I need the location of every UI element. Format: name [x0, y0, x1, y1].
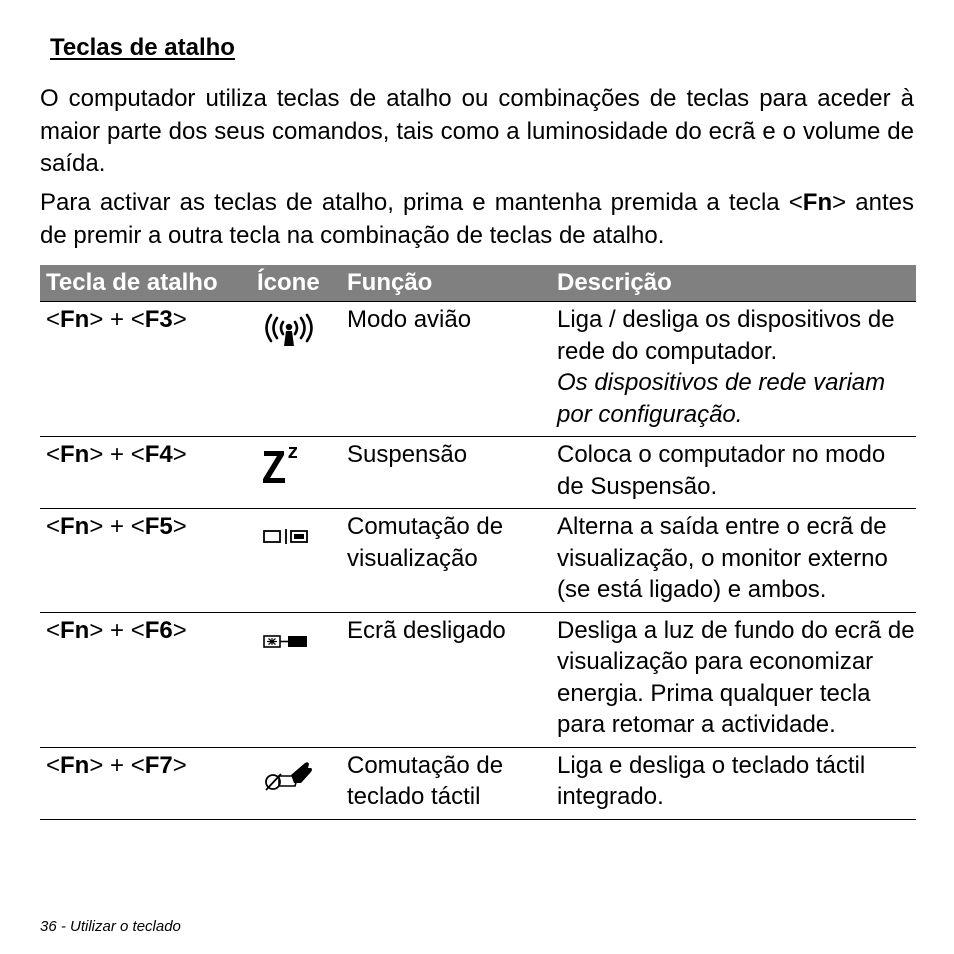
instruction-text-after: > antes de premir a outra tecla na combinação de teclas de atalho. — [40, 189, 914, 249]
icon-cell — [251, 612, 341, 747]
table-row — [40, 437, 916, 509]
description-cell: Liga e desliga o teclado táctil integrado. — [551, 747, 916, 819]
hotkey-cell: <Fn> + <F3> — [40, 302, 251, 437]
wireless-icon — [261, 310, 317, 350]
table-row — [40, 747, 916, 819]
description-cell: Liga / desliga os dispositivos de rede do computador. Os dispositivos de rede variam por configuração. — [551, 302, 916, 437]
icon-cell — [251, 509, 341, 613]
fn-key-label: Fn — [802, 189, 833, 216]
function-cell: Modo avião — [341, 302, 551, 437]
page-footer: 36 - Utilizar o teclado — [40, 918, 181, 935]
icon-cell — [251, 747, 341, 819]
icon-cell — [251, 302, 341, 437]
hotkey-cell: <Fn> + <F7> — [40, 747, 251, 819]
icon-cell — [251, 437, 341, 509]
description-cell: Alterna a saída entre o ecrã de visualização, o monitor externo (se está ligado) e ambos. — [551, 509, 916, 613]
function-cell: Comutação de visualização — [341, 509, 551, 613]
description-note: Os dispositivos de rede variam por configuração. — [557, 369, 886, 428]
hotkey-table — [40, 265, 916, 820]
hotkey-cell: <Fn> + <F5> — [40, 509, 251, 613]
table-row — [40, 302, 916, 437]
display-toggle-icon — [261, 517, 317, 557]
header-hotkey: Tecla de atalho — [40, 265, 251, 302]
sleep-icon — [261, 445, 317, 485]
description-cell: Desliga a luz de fundo do ecrã de visualização para economizar energia. Prima qualquer tecla para retomar a actividade. — [551, 612, 916, 747]
touchpad-toggle-icon — [261, 756, 317, 796]
function-cell: Comutação de teclado táctil — [341, 747, 551, 819]
display-off-icon — [261, 621, 317, 661]
hotkey-cell: <Fn> + <F6> — [40, 612, 251, 747]
intro-paragraph: O computador utiliza teclas de atalho ou combinações de teclas para aceder à maior parte dos seus comandos, tais como a luminosidade do ecrã e o volume de saída. — [40, 85, 914, 177]
hotkey-cell: <Fn> + <F4> — [40, 437, 251, 509]
header-icon: Ícone — [251, 265, 341, 302]
header-function: Função — [341, 265, 551, 302]
function-cell: Suspensão — [341, 437, 551, 509]
description-cell: Coloca o computador no modo de Suspensão. — [551, 437, 916, 509]
page-title: Teclas de atalho — [50, 34, 235, 61]
instruction-paragraph — [40, 187, 914, 252]
table-header-row — [40, 265, 916, 302]
table-row — [40, 612, 916, 747]
header-description: Descrição — [551, 265, 916, 302]
instruction-text-before: Para activar as teclas de atalho, prima e mantenha premida a tecla < — [40, 189, 803, 216]
table-row — [40, 509, 916, 613]
function-cell: Ecrã desligado — [341, 612, 551, 747]
